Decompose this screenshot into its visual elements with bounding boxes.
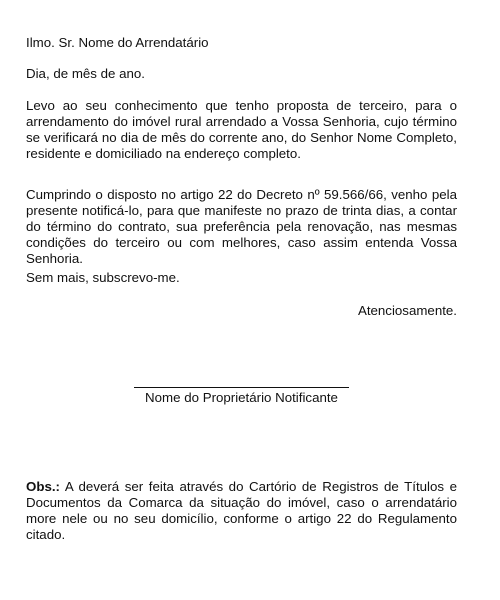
observation-text: A deverá ser feita através do Cartório de Registros de Títulos e Documentos da Comarca da situação do imóvel, caso o arrendatário more nele ou no seu domicílio, conforme o artigo 22 do Regulamento citado. <box>26 479 457 542</box>
observation-label: Obs.: <box>26 479 60 494</box>
addressee: Ilmo. Sr. Nome do Arrendatário <box>26 35 209 50</box>
date-line: Dia, de mês de ano. <box>26 66 146 81</box>
signature-line <box>134 387 349 388</box>
signature-name: Nome do Proprietário Notificante <box>145 390 338 405</box>
observation-note <box>26 479 457 543</box>
sign-off: Atenciosamente. <box>357 303 457 318</box>
closing-line: Sem mais, subscrevo-me. <box>26 270 180 285</box>
body-paragraph-2: Cumprindo o disposto no artigo 22 do Decreto nº 59.566/66, venho pela presente notificá-lo, para que manifeste no prazo de trinta dias, a contar do término do contrato, sua preferência pela renovação, nas mesmas condições do terceiro ou com melhores, caso assim entenda Vossa Senhoria. <box>26 187 457 266</box>
body-paragraph-1: Levo ao seu conhecimento que tenho proposta de terceiro, para o arrendamento do imóvel rural arrendado a Vossa Senhoria, cujo término se verificará no dia de mês do corrente ano, do Senhor Nome Completo, residente e domiciliado na endereço completo. <box>26 98 457 161</box>
